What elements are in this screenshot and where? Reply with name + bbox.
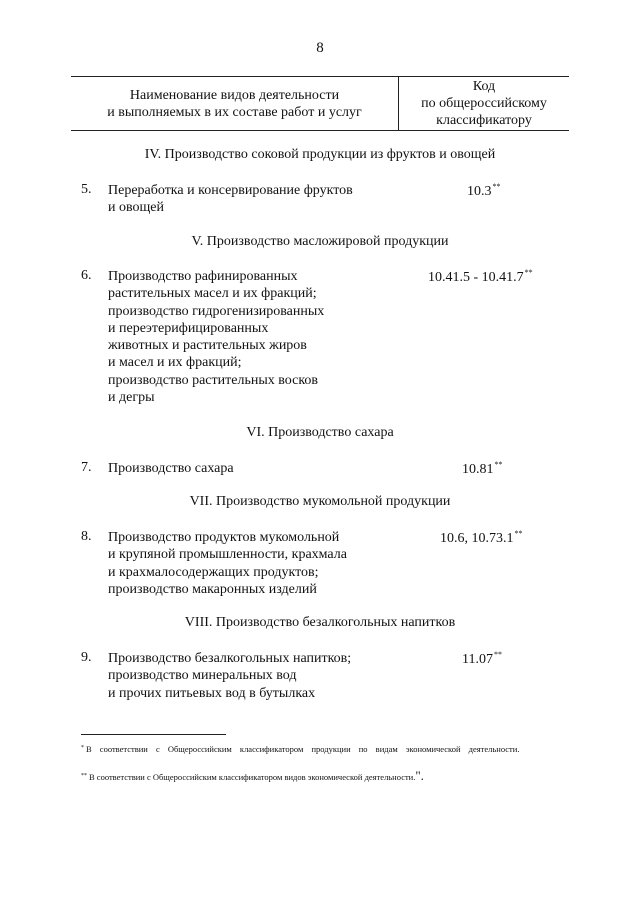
row-activity-name bbox=[108, 650, 351, 702]
section-title: VII. Производство мукомольной продукции bbox=[189, 494, 451, 509]
header-code-column bbox=[399, 77, 569, 130]
closing-quote: ". bbox=[415, 768, 424, 783]
row-code bbox=[467, 182, 501, 200]
row-activity-line: и масел и их фракций; bbox=[108, 355, 242, 371]
row-code bbox=[462, 650, 502, 668]
row-activity-line: и переэтерифицированных bbox=[108, 320, 269, 336]
section-title: IV. Производство соковой продукции из фруктов и овощей bbox=[144, 147, 496, 162]
row-activity-name bbox=[108, 529, 347, 598]
row-activity-line: Производство безалкогольных напитков; bbox=[108, 651, 352, 666]
row-number: 9. bbox=[81, 650, 92, 665]
header-code-line-2: по общероссийскому bbox=[421, 96, 547, 111]
row-number: 8. bbox=[81, 529, 92, 544]
row-number: 6. bbox=[81, 268, 92, 283]
row-activity-line: Производство продуктов мукомольной bbox=[108, 530, 340, 545]
row-code-value: 10.41.5 - 10.41.7 bbox=[428, 270, 524, 285]
row-activity-line: производство минеральных вод bbox=[108, 668, 297, 684]
footnote-2-text: В соответствии с Общероссийским классификатором видов экономической деятельности. bbox=[89, 772, 416, 782]
row-activity-line: Переработка и консервирование фруктов bbox=[108, 183, 353, 198]
row-activity-line: и овощей bbox=[108, 200, 164, 216]
header-activity-column bbox=[71, 77, 398, 130]
row-code bbox=[428, 268, 533, 286]
header-activity-line-1: Наименование видов деятельности bbox=[129, 87, 340, 103]
row-activity-name bbox=[108, 182, 353, 217]
header-activity-line-2: и выполняемых в их составе работ и услуг bbox=[107, 104, 362, 120]
row-activity-name bbox=[108, 268, 324, 406]
row-number: 7. bbox=[81, 460, 92, 475]
row-activity-line: животных и растительных жиров bbox=[108, 338, 307, 354]
footnote-marker: ** bbox=[494, 460, 503, 469]
footnote-marker: ** bbox=[492, 182, 501, 191]
row-activity-line: производство гидрогенизированных bbox=[108, 303, 325, 319]
row-activity-line: и крахмалосодержащих продуктов; bbox=[108, 564, 319, 580]
footnote-1-text: В соответствии с Общероссийским классификатором продукции по видам экономической деятельности. bbox=[86, 744, 520, 754]
section-title: VI. Производство сахара bbox=[246, 425, 394, 440]
row-code bbox=[462, 460, 503, 478]
row-activity-line: и крупяной промышленности, крахмала bbox=[108, 547, 347, 563]
row-code-value: 10.81 bbox=[462, 462, 494, 477]
row-code bbox=[440, 529, 523, 547]
row-activity-line: Производство сахара bbox=[108, 461, 234, 476]
row-activity-name bbox=[108, 460, 234, 477]
section-title: VIII. Производство безалкогольных напитков bbox=[184, 615, 456, 630]
table-header bbox=[71, 76, 569, 131]
footnote-1-marker: * bbox=[81, 745, 84, 751]
footnote-2 bbox=[81, 769, 568, 784]
footnote-1 bbox=[81, 742, 568, 756]
row-number: 5. bbox=[81, 182, 92, 197]
row-activity-line: растительных масел и их фракций; bbox=[108, 286, 317, 302]
row-code-value: 10.6, 10.73.1 bbox=[440, 531, 514, 546]
row-code-value: 11.07 bbox=[462, 652, 493, 667]
section-title: V. Производство масложировой продукции bbox=[191, 234, 449, 249]
row-activity-line: производство макаронных изделий bbox=[108, 581, 317, 597]
row-activity-line: Производство рафинированных bbox=[108, 269, 298, 284]
row-code-value: 10.3 bbox=[467, 184, 492, 199]
footnote-separator bbox=[81, 734, 226, 735]
row-activity-line: и дегры bbox=[108, 390, 155, 406]
footnote-2-marker: ** bbox=[81, 773, 87, 779]
footnote-marker: ** bbox=[524, 268, 533, 277]
footnote-marker: ** bbox=[493, 650, 502, 659]
footnote-marker: ** bbox=[514, 529, 523, 538]
page-number: 8 bbox=[316, 40, 324, 56]
row-activity-line: и прочих питьевых вод в бутылках bbox=[108, 685, 316, 701]
header-code-line-1: Код bbox=[472, 79, 496, 94]
row-activity-line: производство растительных восков bbox=[108, 372, 319, 388]
header-code-line-3: классификатору bbox=[436, 113, 532, 128]
